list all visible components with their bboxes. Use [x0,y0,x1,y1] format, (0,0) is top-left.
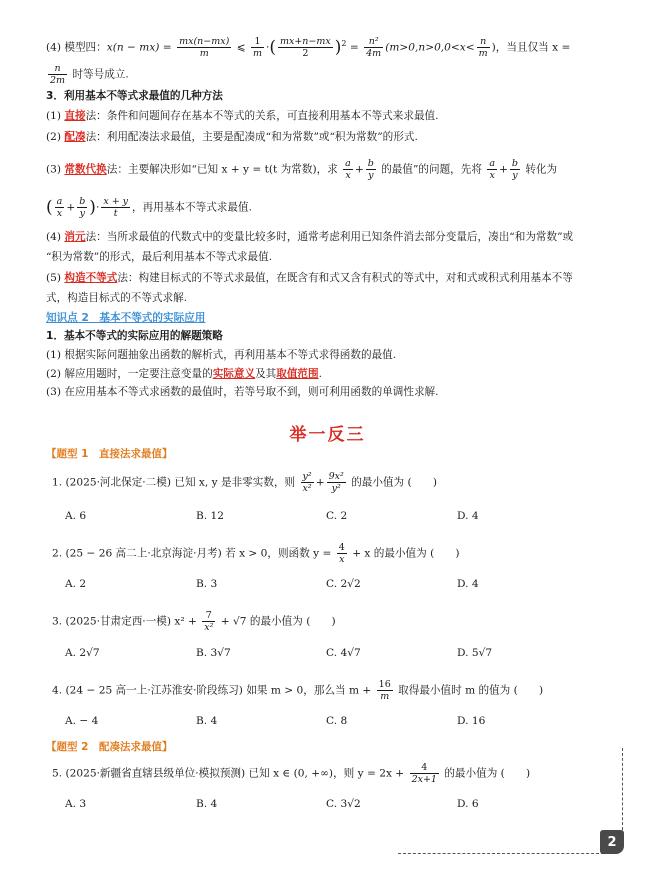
fraction-num: a [345,158,351,169]
option-c[interactable]: C. 2√2 [326,578,361,590]
question-stem: 3. (2025·甘肃定西·一模) x² + [52,615,197,628]
option-d[interactable]: D. 4 [457,510,479,522]
fraction-num: 9x² [328,471,344,482]
item-text: 转化为 [525,163,558,176]
fraction [364,36,383,59]
method-construct [46,270,616,286]
keyword: 实际意义 [212,368,256,380]
question-stem: 5. (2025·新疆省直辖县级单位·模拟预测) 已知 x ∈ (0, +∞)，则 y = 2x + [52,767,405,780]
option-a[interactable]: A. 6 [65,510,87,522]
fraction-den: 2x+1 [411,774,437,785]
fraction-num: x + y [103,196,129,207]
dot-sign: · [265,41,270,54]
fraction-den: x [56,208,63,219]
fraction-den: x² [302,483,312,494]
option-c[interactable]: C. 3√2 [326,798,361,810]
item-text: 的最值”的问题，先将 [381,163,482,176]
method-constant-substitution-cont [46,196,616,219]
strategy-2 [46,366,616,382]
question-stem: 取得最小值时 m 的值为 ( ) [398,684,544,697]
item-number: (2) [46,131,65,143]
fraction-den: 2m [50,75,66,86]
method-compose [46,129,616,145]
option-c[interactable]: C. 4√7 [326,647,361,659]
section3-title: 3．利用基本不等式求最值的几种方法 [46,90,223,102]
model4-formula [46,36,616,59]
fraction [48,63,67,86]
fraction-den: y [79,208,85,219]
fraction-den: m [252,48,262,60]
item-number: (4) [46,231,65,243]
model4-conclusion: 时等号成立. [72,68,129,81]
square-exponent: 2 [341,39,347,48]
plus-sign: + [499,163,508,176]
question-2-options [65,578,585,594]
question-stem: 的最小值为 ( ) [249,615,336,628]
fraction [101,196,130,219]
fraction [487,158,497,181]
fraction-num: a [489,158,495,169]
keyword: 直接 [64,110,86,122]
fraction-num: n [48,63,67,75]
option-b[interactable]: B. 4 [196,798,218,810]
model4-formula-cont [46,63,616,86]
option-d[interactable]: D. 5√7 [457,647,493,659]
question-3-options [65,647,585,663]
fraction-num: mx+n−mx [279,36,331,48]
question-type-1-title: 【题型 1 直接法求最值】 [46,448,173,460]
option-b[interactable]: B. 12 [196,510,224,522]
option-b[interactable]: B. 3√7 [196,647,231,659]
method-construct-cont: 式，构造目标式的不等式求解. [46,292,188,304]
fraction-den: x [339,554,345,565]
strategy-3: (3) 在应用基本不等式求函数的最值时，若等号取不到，则可利用函数的单调性求解. [46,386,439,398]
option-a[interactable]: A. 2√7 [65,647,100,659]
question-stem: 1. (2025·河北保定·二模) 已知 x, y 是非零实数，则 [52,476,296,489]
fraction [477,36,490,59]
item-text: 法：条件和问题间存在基本不等式的关系，可直接利用基本不等式来求最值. [85,110,439,122]
fraction-den: 4m [366,48,382,60]
fraction-num: b [79,196,86,207]
keyword: 取值范围 [276,368,319,380]
fraction-den: m [478,48,488,60]
question-stem: + x 的最小值为 ( ) [352,547,460,560]
method-elimination [46,229,616,245]
item-text: 法：当所求最值的代数式中的变量比较多时，通常考虑利用已知条件消去部分变量后，凑出“和为常数”或 [85,231,574,243]
fraction-den: x [489,170,495,181]
leq-sign: ⩽ [236,41,246,54]
page-border-vertical [622,748,623,840]
equals-sign: = [349,41,359,54]
option-a[interactable]: A. 3 [65,798,87,810]
option-d[interactable]: D. 6 [457,798,479,810]
question-3 [52,610,622,633]
plus-sign: + [315,476,325,489]
fraction-den: y² [331,483,341,494]
fraction [202,610,215,633]
fraction [251,36,264,59]
keyword: 配凑 [64,131,86,143]
item-text: 法：构建目标式的不等式求最值，在既含有和式又含有积式的等式中，对和式或积式利用基本不等 [117,272,573,284]
keyword: 常数代换 [64,163,107,176]
fraction-num: 1 [251,36,264,48]
question-1 [52,471,622,494]
model4-label: (4) 模型四： [46,41,107,54]
option-d[interactable]: D. 4 [457,578,479,590]
fraction-den: x [345,170,351,181]
question-1-options [65,510,585,526]
fraction-num: 16 [378,679,391,690]
question-type-2-title: 【题型 2 配凑法求最值】 [46,741,173,753]
question-4-options [65,715,585,731]
method-direct [46,108,616,124]
fraction-den: m [199,48,209,60]
page-number: 2 [600,830,624,854]
option-c[interactable]: C. 2 [326,510,348,522]
question-stem: 4. (24 − 25 高一上·江苏淮安·阶段练习) 如果 m > 0，那么当 m + [52,684,372,697]
strategy-1: (1) 根据实际问题抽象出函数的解析式，再利用基本不等式求得函数的最值. [46,349,397,361]
question-5-options [65,798,585,814]
question-stem: 的最小值为 ( ) [444,767,531,780]
model4-expr: x(n − mx) = [106,41,172,54]
fraction-num: 4 [410,762,439,774]
item-text: ，再用基本不等式求最值. [132,201,252,214]
page-border-horizontal [398,853,604,854]
practice-heading: 举一反三 [289,425,366,445]
item-number: (1) [46,110,65,122]
fraction [377,679,393,702]
item-text: . [318,368,322,380]
fraction [343,158,353,181]
fraction-den: 2 [302,48,309,60]
model4-tail: )，当且仅当 x = [491,41,571,54]
question-4 [52,679,622,702]
fraction [77,196,87,219]
fraction [366,158,376,181]
paren-open: ( [46,197,53,218]
fraction [301,471,314,494]
keyword: 消元 [64,231,86,243]
item-number: (3) [46,163,65,176]
item-text: (2) 解应用题时，一定要注意变量的 [46,368,213,380]
fraction [327,471,346,494]
fraction-den: x² [204,622,214,633]
item-text: 及其 [255,368,277,380]
strategy-title: 1．基本不等式的实际应用的解题策略 [46,330,223,342]
method-elimination-cont: “积为常数”的形式，最后利用基本不等式求最值. [46,251,273,263]
fraction-num: a [56,196,63,207]
fraction-den: y [368,170,374,181]
fraction-num: 7 [202,610,215,622]
fraction-num: n² [364,36,383,48]
question-5 [52,762,622,785]
option-b[interactable]: B. 4 [196,715,218,727]
fraction-num: y² [302,471,312,482]
plus-sign: + [354,163,364,176]
fraction-num: n [477,36,490,48]
paren-open: ( [269,37,276,58]
fraction-den: m [380,691,390,702]
dot-sign: · [95,201,100,214]
fraction [55,196,65,219]
item-text: 法：主要解决形如“已知 x + y = t(t 为常数)，求 [106,163,338,176]
option-c[interactable]: C. 8 [326,715,348,727]
option-a[interactable]: A. − 4 [65,715,99,727]
fraction [278,36,333,59]
model4-condition: (m>0,n>0,0<x< [385,41,475,54]
question-stem: + √7 [220,615,247,628]
item-text: 法：利用配凑法求最值，主要是配凑成“和为常数”或“积为常数”的形式. [85,131,418,143]
plus-sign: + [66,201,76,214]
fraction [510,158,520,181]
fraction-num: mx(n−mx) [179,36,230,48]
paren-close: ) [89,197,96,218]
option-b[interactable]: B. 3 [196,578,218,590]
fraction [410,762,439,785]
fraction [177,36,231,59]
fraction-den: y [512,170,518,181]
keyword: 构造不等式 [64,272,118,284]
question-stem: 2. (25 − 26 高二上·北京海淀·月考) 若 x > 0，则函数 y = [52,547,332,560]
fraction-num: b [367,158,374,169]
knowledge-point-title: 知识点 2 基本不等式的实际应用 [46,312,206,324]
question-stem: 的最小值为 ( ) [351,476,437,489]
option-d[interactable]: D. 16 [457,715,486,727]
option-a[interactable]: A. 2 [65,578,87,590]
method-constant-substitution [46,158,616,181]
question-2 [52,542,622,565]
item-number: (5) [46,272,65,284]
fraction [337,542,347,565]
fraction-num: b [511,158,518,169]
fraction-num: 4 [338,542,345,553]
fraction-den: t [113,208,118,219]
paren-close: ) [334,37,342,58]
